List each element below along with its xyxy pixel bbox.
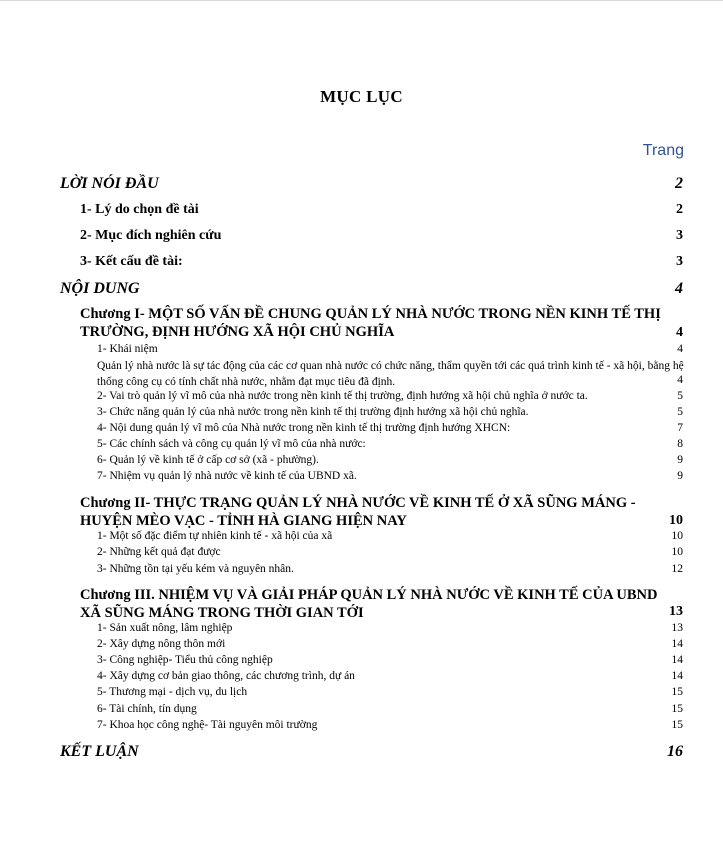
toc-entry-page: 2 <box>675 175 683 192</box>
toc-entry-label: 3- Những tồn tại yếu kém và nguyên nhân. <box>97 563 294 575</box>
toc-entry-label: LỜI NÓI ĐẦU <box>60 175 159 192</box>
toc-entry-label: 4- Xây dựng cơ bản giao thông, các chương trình, dự án <box>97 670 355 682</box>
toc-entry-page: 3 <box>676 228 683 243</box>
chapter-2-page: 10 <box>669 513 683 528</box>
chapter-heading-line: XÃ SŨNG MÁNG TRONG THỜI GIAN TỚI <box>80 605 364 621</box>
chapter-heading-line: Chương I- MỘT SỐ VẤN ĐỀ CHUNG QUẢN LÝ NHÀ NƯỚC TRONG NỀN KINH TẾ THỊ <box>80 306 661 322</box>
toc-entry-page: 4 <box>677 374 683 386</box>
toc-entry-page: 5 <box>677 406 683 418</box>
toc-entry-label: 3- Kết cấu đề tài: <box>80 254 183 269</box>
toc-entry-page: 14 <box>671 654 683 666</box>
toc-entry-page: 5 <box>677 390 683 402</box>
toc-entry-label: NỘI DUNG <box>60 280 140 297</box>
chapter-2-heading[interactable] <box>80 494 680 530</box>
toc-entry-page: 15 <box>671 719 683 731</box>
toc-entry-label: 2- Vai trò quản lý vĩ mô của nhà nước trong nền kinh tế thị trường, định hướng xã hội chủ nghĩa ở nước ta. <box>97 390 588 402</box>
toc-entry-page: 8 <box>677 438 683 450</box>
toc-entry-page: 14 <box>671 670 683 682</box>
toc-entry-label: 5- Thương mại - dịch vụ, du lịch <box>97 686 248 698</box>
toc-entry-label: 3- Chức năng quản lý của nhà nước trong nền kinh tế thị trường định hướng xã hội chủ nghĩa. <box>97 406 529 418</box>
toc-entry-label: 3- Công nghiệp- Tiểu thủ công nghiệp <box>97 654 273 666</box>
chapter-heading-line: TRƯỜNG, ĐỊNH HƯỚNG XÃ HỘI CHỦ NGHĨA <box>80 324 395 340</box>
toc-entry-page: 15 <box>671 686 683 698</box>
chapter-1-heading[interactable] <box>80 305 680 341</box>
chapter-heading-line: Chương II- THỰC TRẠNG QUẢN LÝ NHÀ NƯỚC VỀ KINH TẾ Ở XÃ SŨNG MÁNG - <box>80 495 636 511</box>
toc-entry-page: 4 <box>675 280 683 297</box>
toc-entry-label: 2- Xây dựng nông thôn mới <box>97 638 226 650</box>
top-border <box>0 0 723 1</box>
toc-entry-label: 2- Mục đích nghiên cứu <box>80 228 222 243</box>
toc-entry-label: 2- Những kết quả đạt được <box>97 546 221 558</box>
toc-entry-page: 13 <box>671 622 683 634</box>
toc-entry-label: 6- Quản lý về kinh tế ở cấp cơ sở (xã - phường). <box>97 454 319 466</box>
toc-entry-page: 10 <box>671 530 683 542</box>
page-column-header: Trang <box>642 142 684 159</box>
toc-entry-page: 12 <box>671 563 683 575</box>
toc-entry-label: 7- Nhiệm vụ quản lý nhà nước về kinh tế của UBND xã. <box>97 470 357 482</box>
toc-entry-page: 15 <box>671 703 683 715</box>
chapter-1-page: 4 <box>676 325 683 340</box>
toc-entry-page: 16 <box>667 743 683 760</box>
toc-entry-label: KẾT LUẬN <box>60 743 139 760</box>
toc-entry-page: 10 <box>671 546 683 558</box>
toc-entry-page: 9 <box>677 470 683 482</box>
toc-entry-page: 14 <box>671 638 683 650</box>
toc-entry-label: 1- Một số đặc điểm tự nhiên kinh tế - xã hội của xã <box>97 530 333 542</box>
toc-entry-label: 5- Các chính sách và công cụ quản lý vĩ mô của nhà nước: <box>97 438 366 450</box>
toc-entry-page: 2 <box>676 202 683 217</box>
toc-entry-label: 1- Sản xuất nông, lâm nghiệp <box>97 622 233 634</box>
toc-entry-label: 1- Khái niệm <box>97 343 158 355</box>
toc-entry-label: 7- Khoa học công nghệ- Tài nguyên môi trường <box>97 719 318 731</box>
chapter-heading-line: HUYỆN MÈO VẠC - TỈNH HÀ GIANG HIỆN NAY <box>80 513 407 529</box>
toc-entry-page: 9 <box>677 454 683 466</box>
chapter-3-heading[interactable] <box>80 586 680 622</box>
toc-subentry-paragraph[interactable]: Quản lý nhà nước là sự tác động của các cơ quan nhà nước có chức năng, thẩm quyền tới các quá trình kinh tế - xã hội, bằng hệ thống công cụ có tính chất nhà nước, nhằm đạt mục tiêu đã định. <box>97 360 684 388</box>
page-title: MỤC LỤC <box>320 87 403 106</box>
toc-entry-label: 1- Lý do chọn đề tài <box>80 202 199 217</box>
toc-entry-page: 3 <box>676 254 683 269</box>
toc-entry-label: 4- Nội dung quản lý vĩ mô của Nhà nước trong nền kinh tế thị trường định hướng XHCN: <box>97 422 511 434</box>
toc-entry-page: 4 <box>677 343 683 355</box>
chapter-heading-line: Chương III. NHIỆM VỤ VÀ GIẢI PHÁP QUẢN LÝ NHÀ NƯỚC VỀ KINH TẾ CỦA UBND <box>80 587 658 603</box>
toc-entry-page: 7 <box>677 422 683 434</box>
chapter-3-page: 13 <box>669 604 683 619</box>
toc-entry-label: 6- Tài chính, tín dụng <box>97 703 197 715</box>
